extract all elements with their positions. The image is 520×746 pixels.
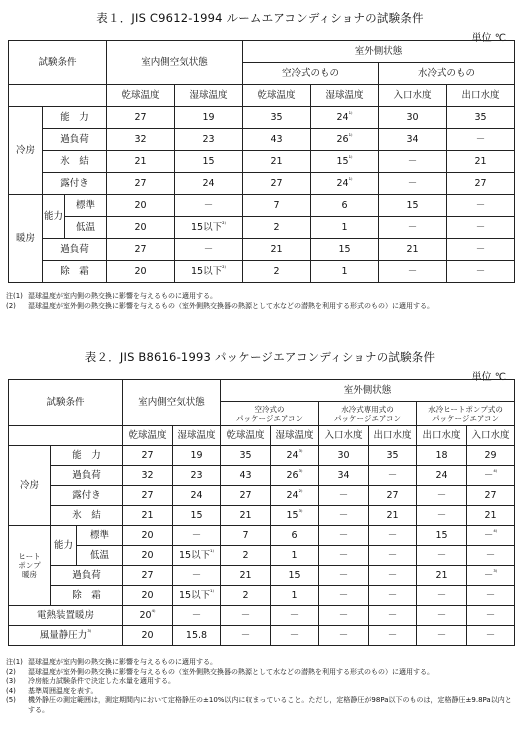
- t2-cell: 35: [221, 446, 271, 466]
- t2-group-cap: 能力: [51, 526, 77, 566]
- t2-cell: －: [369, 566, 417, 586]
- table1-notes: [6, 292, 514, 311]
- t1-h-outdoor: 室外側状態: [243, 41, 515, 63]
- t2-group-heat: ヒート ポンプ 暖房: [9, 526, 51, 606]
- t1-cell: 23: [175, 129, 243, 151]
- t2-cell: 21: [417, 566, 467, 586]
- table1-unit: 単位 ℃: [471, 33, 506, 44]
- t2-cell: －: [319, 506, 369, 526]
- t2-cell: $24^{^{2)}}$: [271, 486, 319, 506]
- note: (2) 湿球温度が室外側の熱交換に影響を与えるもの（室外側熱交換器の熱源として水などの潜熱を利用する形式のもの）に適用する。: [6, 667, 434, 676]
- t1-cell: 32: [107, 129, 175, 151]
- t2-cell: 23: [173, 466, 221, 486]
- t2-cell: －: [369, 526, 417, 546]
- t2-h-wet: 湿球温度: [173, 426, 221, 446]
- t1-cell: －: [379, 217, 447, 239]
- t1-h-water: 水冷式のもの: [379, 63, 515, 85]
- t2-h-air: 空冷式の パッケージエアコン: [221, 402, 319, 426]
- t2-cell: 27: [123, 446, 173, 466]
- t2-h-water: 水冷式専用式の パッケージエアコン: [319, 402, 417, 426]
- t1-cell: －: [175, 195, 243, 217]
- t2-h-out: 出口水度: [369, 426, 417, 446]
- t1-cell: －: [447, 239, 515, 261]
- t2-group-cool: 冷房: [9, 446, 51, 526]
- table1-title: 表１．JIS C9612-1994 ルームエアコンディショナの試験条件: [96, 11, 424, 25]
- t1-h-out: 出口水度: [447, 85, 515, 107]
- t1-cell: 27: [243, 173, 311, 195]
- t2-row-label: 除 霜: [51, 586, 123, 606]
- t2-cell: －: [369, 466, 417, 486]
- t2-cell: 27: [369, 486, 417, 506]
- t1-cell: 20: [107, 261, 175, 283]
- t1-group-cool: 冷房: [9, 107, 43, 195]
- note: 注(1) 湿球温度が室内側の熱交換に影響を与えるものに適用する。: [6, 658, 217, 666]
- t2-cell: －$^{^{4)}}$: [467, 526, 515, 546]
- note: 注(1) 湿球温度が室内側の熱交換に影響を与えるものに適用する。: [6, 292, 217, 300]
- note: (4) 基準周囲温度を表す。: [6, 686, 98, 695]
- t2-cell: 15: [417, 526, 467, 546]
- t2-h-dry: 乾球温度: [123, 426, 173, 446]
- t1-cell: 1: [311, 217, 379, 239]
- t1-cell: －: [447, 217, 515, 239]
- t2-cell: －: [369, 586, 417, 606]
- t2-h-dry: 乾球温度: [221, 426, 271, 446]
- t1-h-dry: 乾球温度: [107, 85, 175, 107]
- t1-cell: 43: [243, 129, 311, 151]
- t2-cell: 20: [123, 626, 173, 646]
- t2-cell: $15^{^{3)}}$: [271, 506, 319, 526]
- t2-row-label: 電熱装置暖房: [9, 606, 123, 626]
- t1-row-label: 過負荷: [43, 129, 107, 151]
- t1-cell: －: [379, 151, 447, 173]
- t2-cell: －: [173, 526, 221, 546]
- t1-cell: $15^{^{1)}}$: [311, 151, 379, 173]
- t2-cell: －$^{^{3)}}$: [467, 566, 515, 586]
- t2-h-outdoor: 室外側状態: [221, 380, 515, 402]
- t2-cell: －: [319, 546, 369, 566]
- t1-row-label: 標準: [65, 195, 107, 217]
- t1-cell: 1: [311, 261, 379, 283]
- t1-cell: 7: [243, 195, 311, 217]
- t2-cell: 29: [467, 446, 515, 466]
- t2-cell: 1: [271, 586, 319, 606]
- t1-group-heat: 暖房: [9, 195, 43, 283]
- t2-cell: －: [173, 566, 221, 586]
- table2-title: 表２．JIS B8616-1993 パッケージエアコンディショナの試験条件: [84, 350, 436, 364]
- t2-row-label: 過負荷: [51, 466, 123, 486]
- t2-cell: 27: [123, 486, 173, 506]
- t1-cell: 19: [175, 107, 243, 129]
- t2-cell: 43: [221, 466, 271, 486]
- t2-cell: 27: [221, 486, 271, 506]
- t2-cell: 35: [369, 446, 417, 466]
- t2-cell: 2: [221, 546, 271, 566]
- t1-cell: 30: [379, 107, 447, 129]
- t2-cell: －: [467, 586, 515, 606]
- t1-cell: $24^{^{1)}}$: [311, 107, 379, 129]
- t2-cell: 18: [417, 446, 467, 466]
- t2-h-hp: 水冷ヒートポンプ式の パッケージエアコン: [417, 402, 515, 426]
- t2-cell: －$^{^{4)}}$: [467, 466, 515, 486]
- t2-cell: －: [319, 586, 369, 606]
- t2-cell: －: [417, 506, 467, 526]
- t2-row-label: 露付き: [51, 486, 123, 506]
- t1-row-label: 除 霜: [43, 261, 107, 283]
- t2-cell: －: [417, 486, 467, 506]
- t1-cell: 15: [379, 195, 447, 217]
- t2-cell: 21: [123, 506, 173, 526]
- t1-cell: 15以下$^{^{2)}}$: [175, 261, 243, 283]
- t2-cell: －: [319, 486, 369, 506]
- t2-row-label: 風量静圧力$^{^{3)}}$: [9, 626, 123, 646]
- t1-cell: －: [447, 261, 515, 283]
- t1-cell: 21: [243, 151, 311, 173]
- t2-row-label: 低温: [77, 546, 123, 566]
- t1-cell: 21: [243, 239, 311, 261]
- t2-cell: 19: [173, 446, 221, 466]
- t1-row-label: 低温: [65, 217, 107, 239]
- t2-cell: －: [369, 546, 417, 566]
- t1-cell: 15: [175, 151, 243, 173]
- t2-cell: 15.8: [173, 626, 221, 646]
- t2-h-indoor: 室内側空気状態: [123, 380, 221, 426]
- t2-cell: 24: [417, 466, 467, 486]
- t2-cell: 15: [271, 566, 319, 586]
- t1-row-label: 能 力: [43, 107, 107, 129]
- t1-cell: 35: [447, 107, 515, 129]
- t2-cell: 15以下$^{^{1)}}$: [173, 586, 221, 606]
- t1-row-label: 露付き: [43, 173, 107, 195]
- table2-unit: 単位 ℃: [471, 372, 506, 383]
- t2-cell: 15以下$^{^{1)}}$: [173, 546, 221, 566]
- t1-h-cond: 試験条件: [9, 41, 107, 85]
- t2-row-label: 標準: [77, 526, 123, 546]
- t1-row-label: 氷 結: [43, 151, 107, 173]
- t1-cell: 27: [107, 107, 175, 129]
- t2-row-label: 過負荷: [51, 566, 123, 586]
- t2-cell: 15: [173, 506, 221, 526]
- t2-h-out: 出口水度: [417, 426, 467, 446]
- t1-cell: 21: [107, 151, 175, 173]
- table2: 試験条件 室内側空気状態 室外側状態 空冷式の パッケージエアコン 水冷式専用式の パッケージエアコン 水冷ヒートポンプ式の パッケージエアコン 乾球温度 湿球温度 乾球温度 湿球温度 入口水度 出口水度 出口水度 入口水度 冷房 能 力 27 19 35 $24^{^{3)}}$ 30 35 18 29 過負荷 32 23 43 $26^{^{3)}}$ 34 － 24 －$^{^{4)}}$ 露付き 27 24 27 $24^{^{2)}}$ － 27 － 27 氷 結 21 15 21 $15^{^{3)}}$ － 21 － 21 ヒート ポンプ 暖房 能力 標準 20 － 7 6 － － 15 －$^{^{4)}}$ 低温 20 15以下$^{^{1)}}$ 2 1 － － － － 過負荷 27 － 21 15 － － 21 －$^{^{3)}}$ 除 霜 20 15以下$^{^{1)}}$ 2 1 － － － － 電熱装置暖房 $20^{^{4)}}$ － － － － － － － 風量静圧力$^{^{3)}}$ 20 15.8 － － － － － －: [8, 379, 515, 646]
- t1-cell: －: [379, 173, 447, 195]
- t1-cell: $26^{^{1)}}$: [311, 129, 379, 151]
- t2-cell: －: [467, 546, 515, 566]
- t2-cell: 21: [221, 566, 271, 586]
- t2-h-cond: 試験条件: [9, 380, 123, 426]
- t2-cell: $26^{^{3)}}$: [271, 466, 319, 486]
- t2-cell: 21: [221, 506, 271, 526]
- t2-h-in: 入口水度: [467, 426, 515, 446]
- t1-cell: －: [175, 239, 243, 261]
- t2-cell: 20: [123, 546, 173, 566]
- t2-cell: 34: [319, 466, 369, 486]
- t1-cell: 21: [447, 151, 515, 173]
- t2-cell: $20^{^{4)}}$: [123, 606, 173, 626]
- note: (3) 冷房能力試験条件で決定した水量を適用する。: [6, 677, 175, 685]
- note: (5) 機外静圧の測定範囲は，測定期間内において定格静圧の±10%以内に収まっていること。ただし，定格静圧が98Pa以下のものは，定格静圧±9.8Pa以内とする。: [6, 696, 512, 714]
- t2-cell: －: [319, 526, 369, 546]
- t2-row-label: 能 力: [51, 446, 123, 466]
- t1-cell: 15以下$^{^{2)}}$: [175, 217, 243, 239]
- t1-h-dry: 乾球温度: [243, 85, 311, 107]
- t2-cell: 7: [221, 526, 271, 546]
- table1: [8, 40, 515, 283]
- t2-cell: －: [417, 546, 467, 566]
- t2-h-in: 入口水度: [319, 426, 369, 446]
- t1-cell: 6: [311, 195, 379, 217]
- t2-cell: 20: [123, 586, 173, 606]
- t1-group-cap: 能力: [43, 195, 65, 239]
- t2-cell: －: [417, 586, 467, 606]
- t2-cell: 21: [369, 506, 417, 526]
- t2-cell: $24^{^{3)}}$: [271, 446, 319, 466]
- t1-cell: －: [447, 195, 515, 217]
- t2-row-label: 氷 結: [51, 506, 123, 526]
- t1-row-label: 過負荷: [43, 239, 107, 261]
- t2-cell: 20: [123, 526, 173, 546]
- t2-cell: 27: [467, 486, 515, 506]
- t1-h-indoor: 室内側空気状態: [107, 41, 243, 85]
- t2-cell: 1: [271, 546, 319, 566]
- t2-cell: 6: [271, 526, 319, 546]
- t1-cell: 27: [447, 173, 515, 195]
- t2-h-wet: 湿球温度: [271, 426, 319, 446]
- t1-cell: 2: [243, 261, 311, 283]
- t1-cell: 34: [379, 129, 447, 151]
- t1-h-air: 空冷式のもの: [243, 63, 379, 85]
- t2-cell: 30: [319, 446, 369, 466]
- t1-cell: －: [379, 261, 447, 283]
- t1-cell: 20: [107, 217, 175, 239]
- note: (2) 湿球温度が室外側の熱交換に影響を与えるもの（室外側熱交換器の熱源として水などの潜熱を利用する形式のもの）に適用する。: [6, 301, 434, 310]
- t2-cell: 24: [173, 486, 221, 506]
- t2-cell: 32: [123, 466, 173, 486]
- t1-h-wet: 湿球温度: [311, 85, 379, 107]
- table2-notes: [6, 658, 514, 715]
- t1-h-wet: 湿球温度: [175, 85, 243, 107]
- t1-cell: 27: [107, 173, 175, 195]
- t2-cell: 21: [467, 506, 515, 526]
- t1-cell: 20: [107, 195, 175, 217]
- t1-cell: 2: [243, 217, 311, 239]
- t1-cell: 24: [175, 173, 243, 195]
- t2-cell: －: [319, 566, 369, 586]
- t1-h-in: 入口水度: [379, 85, 447, 107]
- t1-cell: 35: [243, 107, 311, 129]
- t2-cell: 2: [221, 586, 271, 606]
- t1-cell: 27: [107, 239, 175, 261]
- t2-cell: 27: [123, 566, 173, 586]
- t1-cell: －: [447, 129, 515, 151]
- t1-cell: 21: [379, 239, 447, 261]
- t1-cell: $24^{^{1)}}$: [311, 173, 379, 195]
- t1-cell: 15: [311, 239, 379, 261]
